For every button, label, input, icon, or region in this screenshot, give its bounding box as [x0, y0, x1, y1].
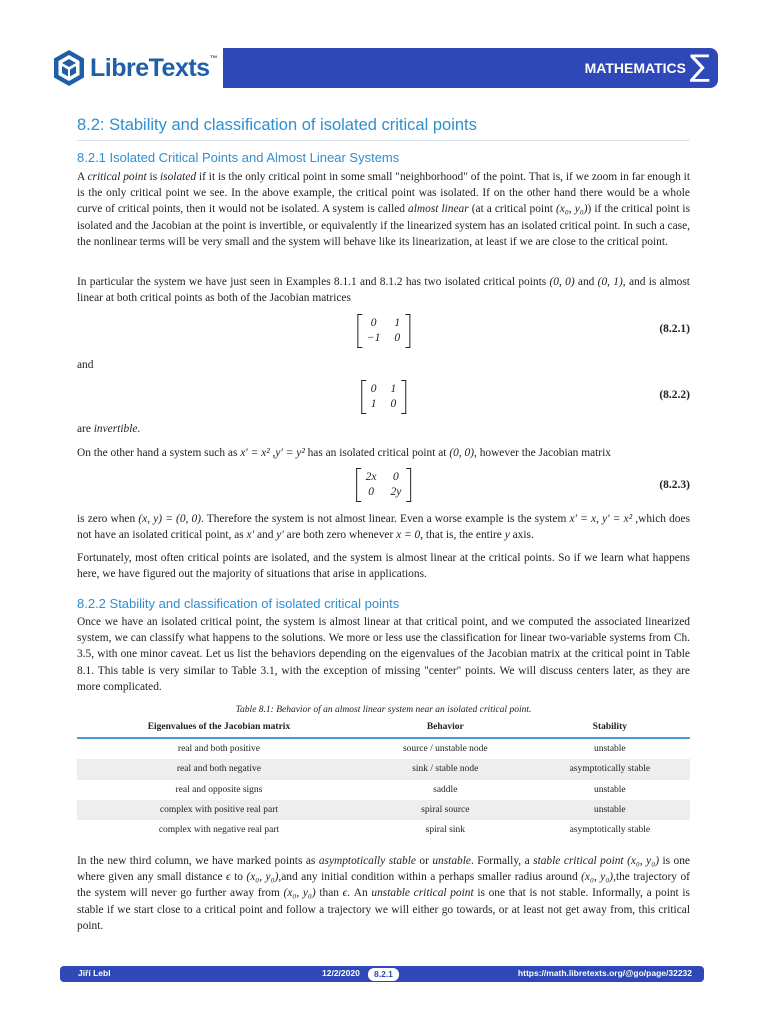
section-heading-stability: 8.2.2 Stability and classification of isolated critical points [77, 596, 400, 611]
inline-math: (x, y) = (0, 0) [138, 513, 202, 525]
text-run: is [146, 171, 160, 183]
footer-url[interactable]: https://math.libretexts.org/@go/page/32232 [517, 968, 692, 978]
text-run: if it is the only critical point in some small "neighborhood" of the point. That is, if we zoom in far enough it is the only critical point we see. In the above example, the critical point was isolated. If on the other hand there would be a whole curve of critical points, then it would not be isolated. A system is called [77, 171, 690, 216]
header-bar [202, 48, 718, 88]
table-cell: source / unstable node [402, 744, 488, 755]
column-header: Eigenvalues of the Jacobian matrix [77, 716, 361, 738]
text-run: In particular the system we have just seen in Examples 8.1.1 and 8.1.2 has two isolated critical points [77, 276, 550, 288]
text-run: Fortunately, most often critical points are isolated, and the system is almost linear at the critical points. So if we learn what happens here, we have figured out the majority of situations that arise in applications. [77, 552, 690, 581]
section-heading-isolated-critical-points: 8.2.1 Isolated Critical Points and Almost Linear Systems [77, 150, 400, 165]
text-run: . Formally, a [470, 855, 534, 867]
subject-label[interactable]: MATHEMATICS [584, 60, 686, 76]
table-cell: asymptotically stable [530, 759, 690, 779]
equation-number: (8.2.1) [659, 323, 690, 335]
inline-math: ϵ [342, 887, 348, 900]
table-cell: complex with negative real part [158, 825, 280, 836]
page-footer [60, 966, 704, 982]
inline-math: (0, 0) [549, 276, 575, 288]
text-run: Once we have an isolated critical point, the system is almost linear at that critical point, and we computed the associated linearized system, we can classify what happens to the solutions. We more or less use the classification for linear two-variable systems from Ch. 3.5, with one minor caveat. Let us list the behaviors depending on the eigenvalues of the Jacobian matrix at the critical point in Table 8.1. This table is very similar to Table 3.1, with the exception of missing "center" points. We will discuss centers later, as they are more complicated. [77, 616, 690, 693]
text-run: , and is almost linear at both critical points as both of the Jacobian matrices [77, 276, 690, 305]
paragraph-definition [77, 169, 690, 250]
text-run: . An [347, 887, 372, 900]
text-run: A [77, 171, 88, 183]
table-cell: unstable [530, 800, 690, 820]
text-run: are [77, 423, 94, 435]
text-run: , [596, 513, 603, 525]
matrix-cell: 0 [370, 317, 377, 329]
inline-math: y′ = x² [602, 513, 633, 525]
matrix-cell: 1 [370, 398, 377, 410]
table-cell: asymptotically stable [569, 825, 651, 836]
table-cell: unstable [593, 744, 626, 755]
matrix-cell: 2x [365, 471, 377, 483]
text-run: axis. [509, 529, 534, 542]
text-run: and [574, 276, 598, 288]
text-run: , [269, 447, 276, 459]
matrix-cell: 0 [370, 383, 377, 395]
inline-math: (x₀, y₀) [283, 887, 316, 900]
right-bracket [401, 380, 406, 414]
paragraph-invertible [77, 421, 690, 437]
table-cell: real and both positive [177, 744, 260, 755]
inline-math: y′ [276, 529, 284, 542]
inline-math: (x₀, y₀) [246, 871, 279, 884]
table-header-row [77, 716, 690, 738]
logo-text: LibreTexts™ [90, 53, 218, 82]
matrix-cell: −1 [366, 332, 381, 344]
inline-math: x′ = x [569, 513, 597, 525]
emphasis: isolated [160, 171, 197, 183]
matrix-grid [366, 380, 402, 414]
libretexts-logo[interactable] [52, 46, 223, 90]
inline-math: (0, 1) [597, 276, 623, 288]
inline-math: (x₀, y₀) [581, 871, 614, 884]
matrix [356, 468, 412, 502]
table-cell: real and both negative [77, 759, 361, 779]
emphasis: almost linear [408, 203, 469, 216]
paragraph-examples [77, 274, 690, 306]
table-row [77, 800, 690, 820]
inline-math: y [504, 529, 510, 542]
table-caption: Table 8.1: Behavior of an almost linear system near an isolated critical point. [235, 705, 532, 715]
text-run: is one that is not stable. Informally, a point is stable if we start close to a critical point and follow a trajectory we will either go towards, or at least not get away from, this critical point. [77, 887, 690, 932]
paragraph-stability-definition [77, 853, 690, 934]
matrix [357, 314, 410, 348]
page-title: 8.2: Stability and classification of isolated critical points [77, 116, 690, 141]
inline-math: ϵ [226, 871, 231, 884]
equation-number: (8.2.2) [659, 389, 690, 401]
table-cell: saddle [433, 784, 458, 795]
table-cell: spiral sink [425, 825, 465, 836]
matrix-cell: 0 [393, 471, 399, 483]
text-run: (at a critical point [468, 203, 556, 216]
text-run: ,which does not have an isolated critical point, as [77, 513, 690, 542]
text-run: . Therefore the system is not almost linear. Even a worse example is the system [201, 513, 570, 525]
matrix-cell: 1 [390, 383, 397, 395]
matrix-grid [361, 468, 407, 502]
inline-math: x = 0 [396, 529, 421, 542]
inline-math: x′ [246, 529, 255, 542]
emphasis: invertible [93, 423, 138, 435]
column-header: Stability [530, 716, 690, 738]
text-run: ) if the critical point is isolated and the Jacobian at the point is invertible, or equivalently if the linearized system has an isolated critical point. In such a case, the nonlinear terms will be very small and the system will behave like its linearization, at least if we are close to the critical point. [77, 203, 691, 248]
inline-math: (0, 0) [449, 447, 474, 459]
matrix-cell: 0 [390, 398, 397, 410]
footer-date: 12/2/2020 [322, 968, 360, 978]
text-run: or [415, 855, 433, 867]
table-row [77, 820, 690, 840]
text-run: has an isolated critical point at [304, 447, 450, 459]
inline-math: (x₀, y₀) [556, 203, 588, 216]
emphasis: unstable critical point [371, 887, 474, 900]
column-header: Behavior [361, 716, 530, 738]
footer-page-number: 8.2.1 [367, 967, 400, 982]
text-run: . [137, 423, 141, 435]
text-run: to [230, 871, 247, 884]
table-cell: unstable [593, 784, 626, 795]
behavior-table [77, 716, 690, 840]
footer-author: Jiří Lebl [78, 968, 111, 978]
emphasis: stable critical point [533, 855, 624, 867]
text-run: ,and any initial condition within a perhaps smaller radius around [278, 871, 582, 884]
table-row [77, 780, 690, 800]
text-run: is zero when [77, 513, 139, 525]
inline-math: y′ = y² [275, 447, 305, 459]
text-run: ,the trajectory of the system will never go further away from [77, 871, 690, 900]
equation-number: (8.2.3) [659, 479, 690, 491]
matrix-cell: 0 [394, 332, 401, 344]
emphasis: unstable [432, 855, 471, 867]
text-run: and [254, 529, 277, 542]
libretexts-hexagon-icon [52, 49, 86, 87]
right-bracket [405, 314, 410, 348]
sigma-icon: ∑ [689, 49, 710, 84]
table-cell: sink / stable node [361, 759, 530, 779]
table-cell: complex with positive real part [77, 800, 361, 820]
paragraph-counterexample [77, 445, 690, 461]
inline-math: (x₀, y₀) [627, 855, 659, 867]
emphasis: asymptotically stable [318, 855, 416, 867]
paragraph-fortunately [77, 550, 690, 582]
matrix-cell: 2y [390, 486, 402, 498]
matrix-cell: 0 [368, 486, 374, 498]
emphasis: critical point [87, 171, 147, 183]
paragraph-and: and [77, 359, 94, 371]
right-bracket [406, 468, 411, 502]
inline-math: x′ = x² [240, 447, 270, 459]
matrix-grid [362, 314, 405, 348]
text-run: In the new third column, we have marked points as [77, 855, 319, 867]
table-row [77, 738, 690, 759]
paragraph-not-almost-linear [77, 511, 690, 543]
paragraph-classification [77, 614, 690, 695]
table-cell: real and opposite signs [175, 784, 263, 795]
table-cell: spiral source [361, 800, 530, 820]
text-run: , that is, the entire [420, 529, 505, 542]
text-run: is one where given any small distance [77, 855, 690, 884]
site-header [52, 44, 718, 90]
text-run: On the other hand a system such as [77, 447, 241, 459]
matrix-cell: 1 [394, 317, 401, 329]
text-run: are both zero whenever [283, 529, 397, 542]
table-row [77, 759, 690, 779]
text-run: than [315, 887, 343, 900]
text-run: , however the Jacobian matrix [474, 447, 611, 459]
matrix [361, 380, 407, 414]
